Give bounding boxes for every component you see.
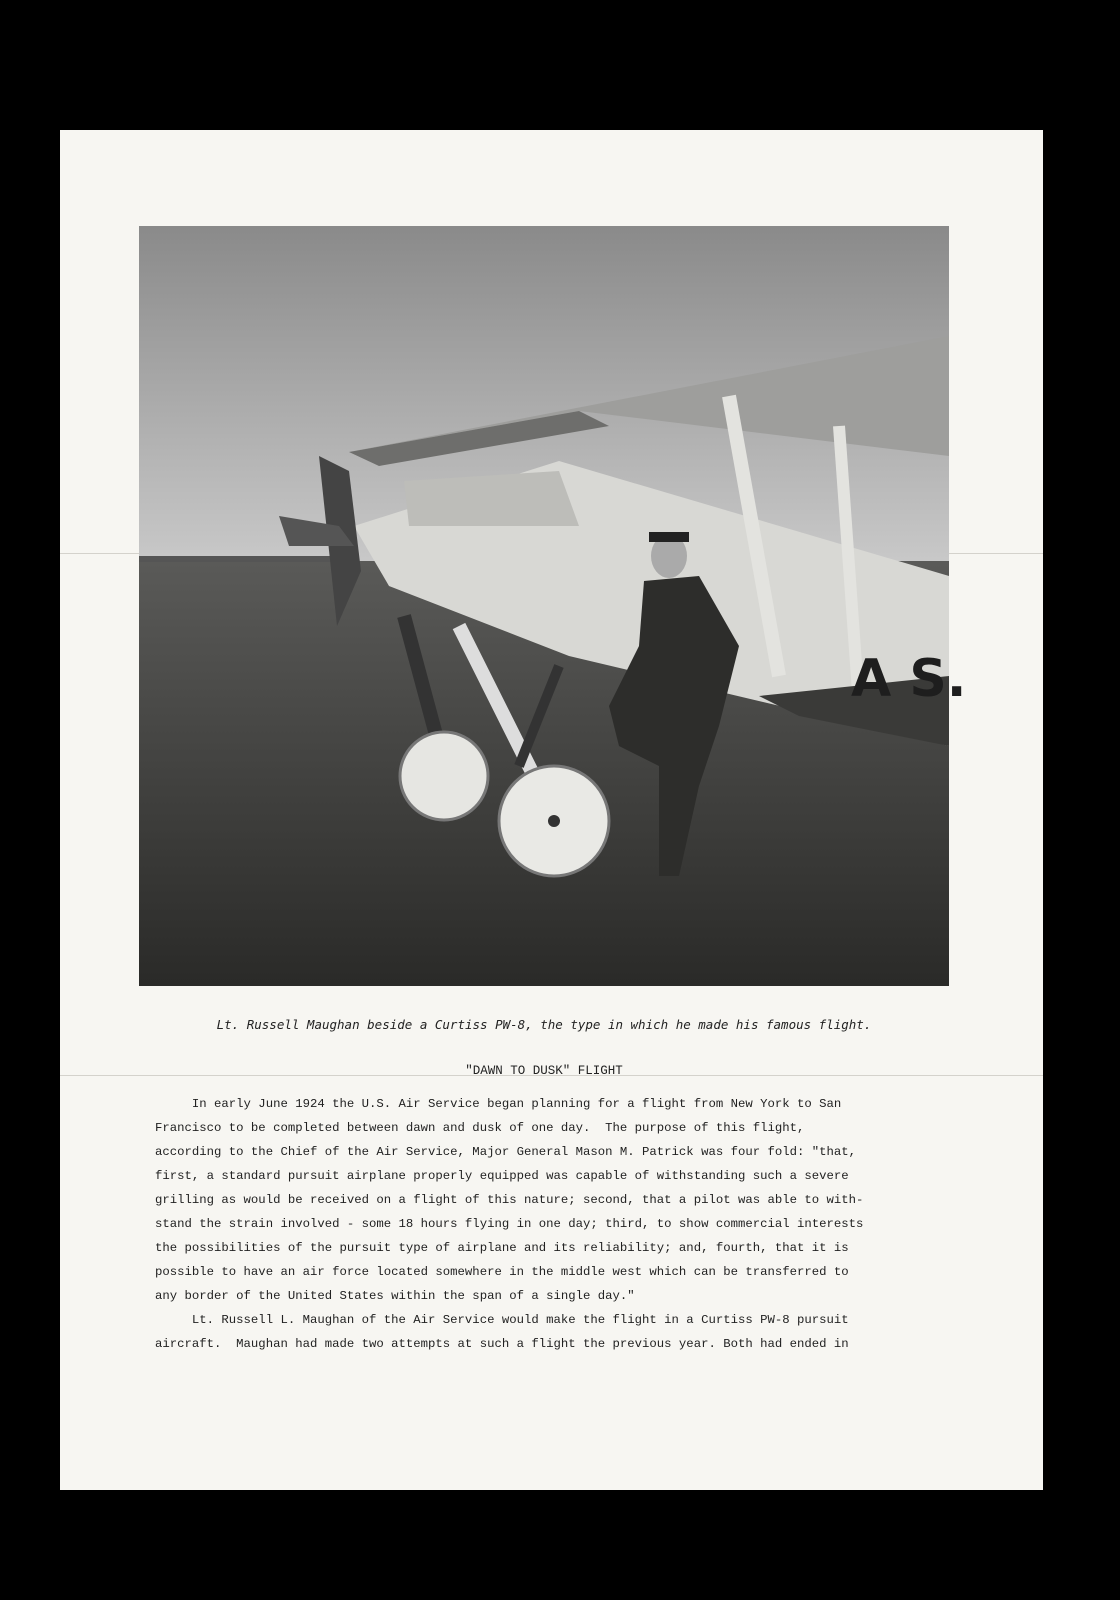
biplane-photo	[139, 226, 967, 986]
section-title: "DAWN TO DUSK" FLIGHT	[465, 1064, 623, 1078]
text-line: grilling as would be received on a flight of this nature; second, that a pilot was able to with-	[155, 1193, 864, 1207]
text-line: stand the strain involved - some 18 hours flying in one day; third, to show commercial interests	[155, 1217, 864, 1231]
text-line: first, a standard pursuit airplane properly equipped was capable of withstanding such a severe	[155, 1169, 849, 1183]
text-line: aircraft. Maughan had made two attempts at such a flight the previous year. Both had ended in	[155, 1337, 849, 1351]
photo-caption: Lt. Russell Maughan beside a Curtiss PW-8, the type in which he made his famous flight.	[216, 1017, 872, 1032]
text-line: possible to have an air force located somewhere in the middle west which can be transferred to	[155, 1265, 849, 1279]
text-line: In early June 1924 the U.S. Air Service began planning for a flight from New York to San	[155, 1097, 842, 1111]
paragraph	[155, 1092, 955, 1308]
body-text	[155, 1092, 955, 1356]
text-line: Lt. Russell L. Maughan of the Air Service would make the flight in a Curtiss PW-8 pursuit	[155, 1313, 849, 1327]
text-line: the possibilities of the pursuit type of airplane and its reliability; and, fourth, that it is	[155, 1241, 849, 1255]
fuselage-marking: A S.	[851, 649, 967, 709]
text-line: Francisco to be completed between dawn and dusk of one day. The purpose of this flight,	[155, 1121, 805, 1135]
text-line: any border of the United States within the span of a single day."	[155, 1289, 635, 1303]
document-page	[60, 130, 1043, 1490]
paragraph	[155, 1308, 955, 1356]
text-line: according to the Chief of the Air Service, Major General Mason M. Patrick was four fold: "that,	[155, 1145, 857, 1159]
